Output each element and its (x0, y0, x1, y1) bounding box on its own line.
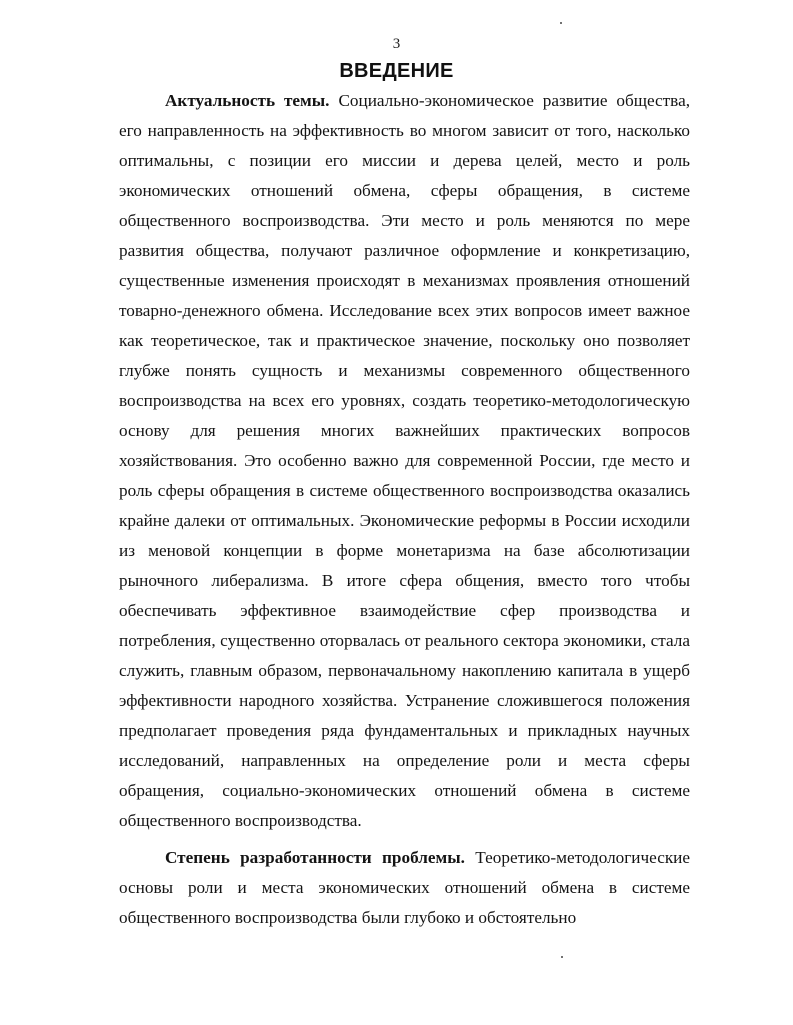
paragraph-lead: Степень разработанности проблемы. (165, 848, 465, 867)
paragraph-text: Социально-экономическое развитие общества, его направленность на эффективность во многом зависит от того, насколько оптимальны, с позиции его миссии и дерева целей, место и роль экономических отношений обмена, сферы обращения, в системе общественного воспроизводства. Эти место и роль меняются по мере развития общества, получают различное оформление и конкретизацию, существенные изменения происходят в механизмах проявления отношений товарно-денежного обмена. Исследование всех этих вопросов имеет важное как теоретическое, так и практическое значение, поскольку оно позволяет глубже понять сущность и механизмы современного общественного воспроизводства на всех его уровнях, создать теоретико-методологическую основу для решения многих важнейших практических вопросов хозяйствования. Это особенно важно для современной России, где место и роль сферы обращения в системе общественного воспроизводства оказались крайне далеки от оптимальных. Экономические реформы в России исходили из меновой концепции в форме монетаризма на базе абсолютизации рыночного либерализма. В итоге сфера общения, вместо того чтобы обеспечивать эффективное взаимодействие сфер производства и потребления, существенно оторвалась от реального сектора экономики, стала служить, главным образом, первоначальному накоплению капитала в ущерб эффективности народного хозяйства. Устранение сложившегося положения предполагает проведения ряда фундаментальных и прикладных научных исследований, направленных на определение роли и места сферы обращения, социально-экономических отношений обмена в системе общественного воспроизводства. (119, 91, 690, 830)
section-heading: ВВЕДЕНИЕ (339, 60, 454, 82)
paragraph-lead: Актуальность темы. (165, 91, 330, 110)
paragraph-elaboration (119, 843, 690, 933)
page-number: 3 (392, 36, 401, 52)
document-body (119, 86, 690, 933)
scan-speck (561, 956, 563, 958)
scan-speck (560, 22, 562, 24)
paragraph-text: Теоретико-методологические основы роли и места экономических отношений обмена в системе общественного воспроизводства были глубоко и обстоятельно (119, 848, 691, 927)
paragraph-relevance (119, 86, 690, 836)
